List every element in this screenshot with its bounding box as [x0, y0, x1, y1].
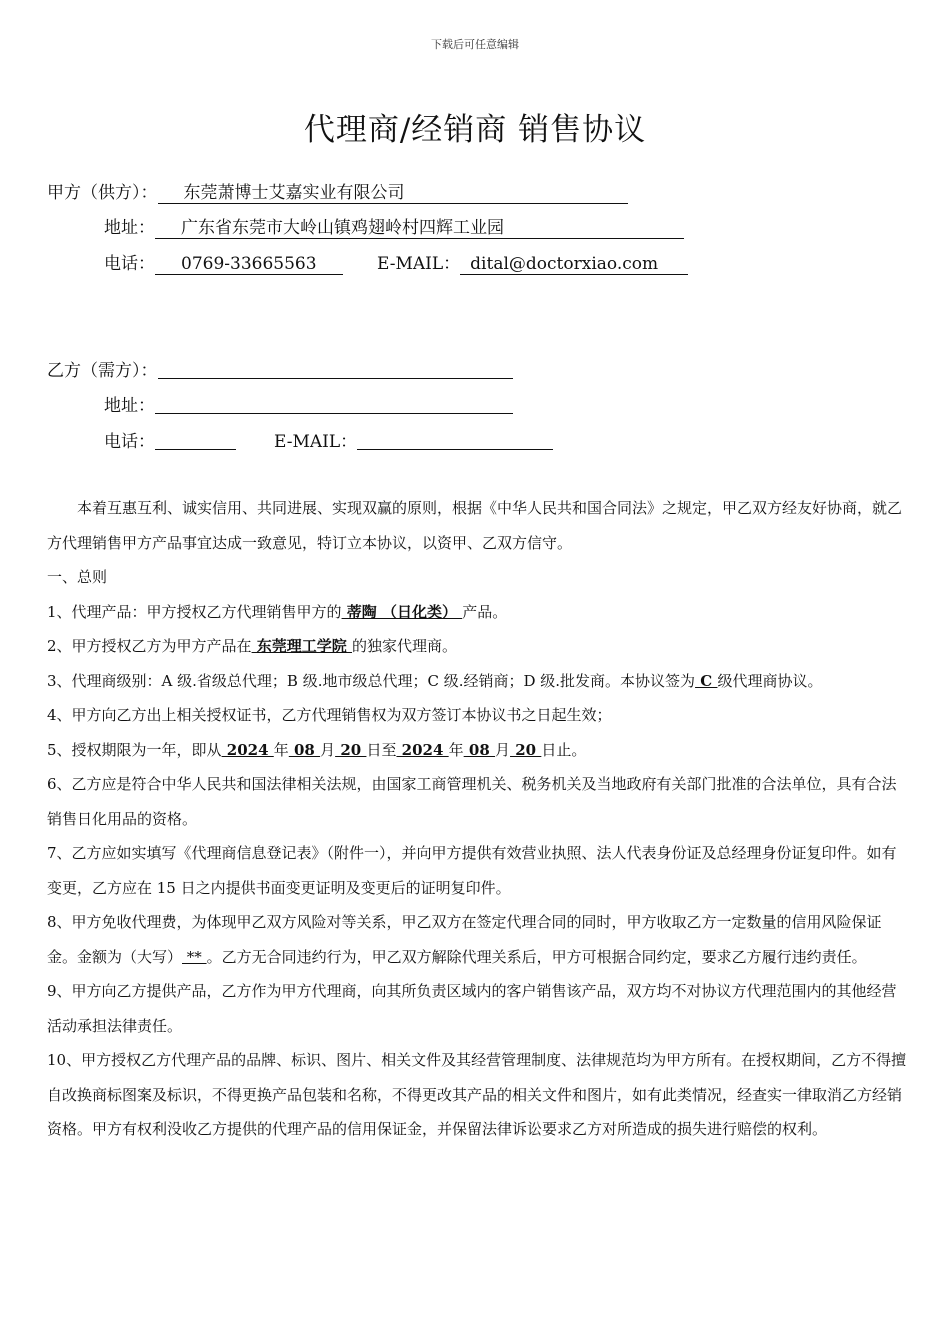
clause-5-text: 5、授权期限为一年，即从	[47, 740, 222, 759]
party-a-email: dital@doctorxiao.com	[460, 254, 688, 275]
clause-4: 4、甲方向乙方出上相关授权证书，乙方代理销售权为双方签订本协议书之日起生效；	[47, 706, 612, 724]
party-b-email-blank[interactable]	[357, 431, 553, 450]
clause-2	[47, 629, 909, 664]
region-name: 东莞理工学院	[251, 637, 352, 655]
party-a-name: 东莞萧博士艾嘉实业有限公司	[158, 178, 628, 204]
party-a-email-label: E-MAIL：	[377, 254, 461, 274]
month-unit: 月	[495, 740, 511, 759]
year-unit: 年	[448, 740, 464, 759]
clause-1-tail: 产品。	[462, 602, 508, 621]
party-b-name-line	[47, 356, 513, 381]
clause-3-tail: 级代理商协议。	[717, 671, 823, 690]
agreement-body	[47, 491, 909, 1147]
clause-10: 10、甲方授权乙方代理产品的品牌、标识、图片、相关文件及其经营管理制度、法律规范均为甲方所有。在授权期间，乙方不得擅自改换商标图案及标识，不得更换产品包装和名称，不得更改其产品的相关文件和图片，如有此类情况，经查实一律取消乙方经销资格。甲方有权利没收乙方提供的代理产品的信用保证金，并保留法律诉讼要求乙方对所造成的损失进行赔偿的权利。	[47, 1051, 907, 1138]
document-title: 代理商/经销商 销售协议	[303, 112, 647, 148]
party-a-address-line	[104, 213, 684, 239]
party-b-address-label: 地址：	[104, 396, 155, 416]
party-b-phone-label: 电话：	[104, 432, 155, 452]
clause-1	[47, 595, 909, 630]
party-a-address-label: 地址：	[104, 218, 155, 238]
clause-6: 6、乙方应是符合中华人民共和国法律相关法规，由国家工商管理机关、税务机关及当地政府有关部门批准的合法单位，具有合法销售日化用品的资格。	[47, 775, 897, 828]
party-b-label: 乙方（需方）：	[47, 361, 158, 381]
start-month: 08	[288, 740, 321, 759]
start-day: 20	[335, 740, 367, 759]
month-unit: 月	[320, 740, 336, 759]
end-day: 20	[510, 740, 542, 759]
party-b-address-line	[104, 391, 513, 416]
clause-8	[47, 905, 909, 974]
clause-5	[47, 733, 909, 768]
day-unit-to: 日至	[366, 740, 397, 759]
party-a-address: 广东省东莞市大岭山镇鸡翅岭村四辉工业园	[155, 213, 684, 239]
start-year: 2024	[221, 740, 274, 759]
day-unit-end: 日止。	[541, 740, 587, 759]
clause-2-text: 2、甲方授权乙方为甲方产品在	[47, 637, 252, 655]
clause-2-tail: 的独家代理商。	[352, 637, 458, 655]
year-unit: 年	[273, 740, 289, 759]
header-note: 下载后可任意编辑	[431, 38, 519, 51]
clause-7: 7、乙方应如实填写《代理商信息登记表》（附件一），并向甲方提供有效营业执照、法人代表身份证及总经理身份证复印件。如有变更，乙方应在 15 日之内提供书面变更证明及变更后的证明复印件。	[47, 844, 897, 897]
clause-9: 9、甲方向乙方提供产品，乙方作为甲方代理商，向其所负责区域内的客户销售该产品，双方均不对协议方代理范围内的其他经营活动承担法律责任。	[47, 982, 897, 1035]
clause-3-text: 3、代理商级别：A 级.省级总代理；B 级.地市级总代理；C 级.经销商；D 级.批发商。本协议签为	[47, 671, 696, 690]
party-a-phone-label: 电话：	[104, 254, 155, 274]
party-a-name-line	[47, 178, 628, 204]
end-month: 08	[463, 740, 495, 759]
party-a-contact-line	[104, 249, 688, 275]
clause-8-tail: 。乙方无合同违约行为，甲乙双方解除代理关系后，甲方可根据合同约定，要求乙方履行违约责任。	[206, 947, 867, 966]
party-b-phone-blank[interactable]	[155, 431, 236, 450]
clause-3	[47, 664, 909, 699]
party-b-name-blank[interactable]	[158, 360, 513, 379]
party-a-phone: 0769-33665563	[155, 254, 343, 275]
section-general-heading: 一、总则	[47, 568, 108, 586]
intro-paragraph: 本着互惠互利、诚实信用、共同进展、实现双赢的原则，根据《中华人民共和国合同法》之规定，甲乙双方经友好协商，就乙方代理销售甲方产品事宜达成一致意见，特订立本协议，以资甲、乙双方信守。	[47, 499, 903, 552]
deposit-amount: **	[182, 947, 207, 966]
end-year: 2024	[396, 740, 449, 759]
party-b-email-label: E-MAIL：	[274, 432, 358, 452]
clause-1-text: 1、代理产品：甲方授权乙方代理销售甲方的	[47, 602, 342, 621]
party-b-contact-line	[104, 427, 553, 452]
party-b-address-blank[interactable]	[155, 395, 513, 414]
product-name: 蒂陶 （日化类）	[341, 602, 463, 621]
agent-level: C	[695, 671, 718, 690]
clause-8-text: 8、甲方免收代理费，为体现甲乙双方风险对等关系，甲乙双方在签定代理合同的同时，甲方收取乙方一定数量的信用风险保证金。金额为（大写）	[47, 913, 882, 966]
party-a-label: 甲方（供方）：	[47, 183, 158, 203]
